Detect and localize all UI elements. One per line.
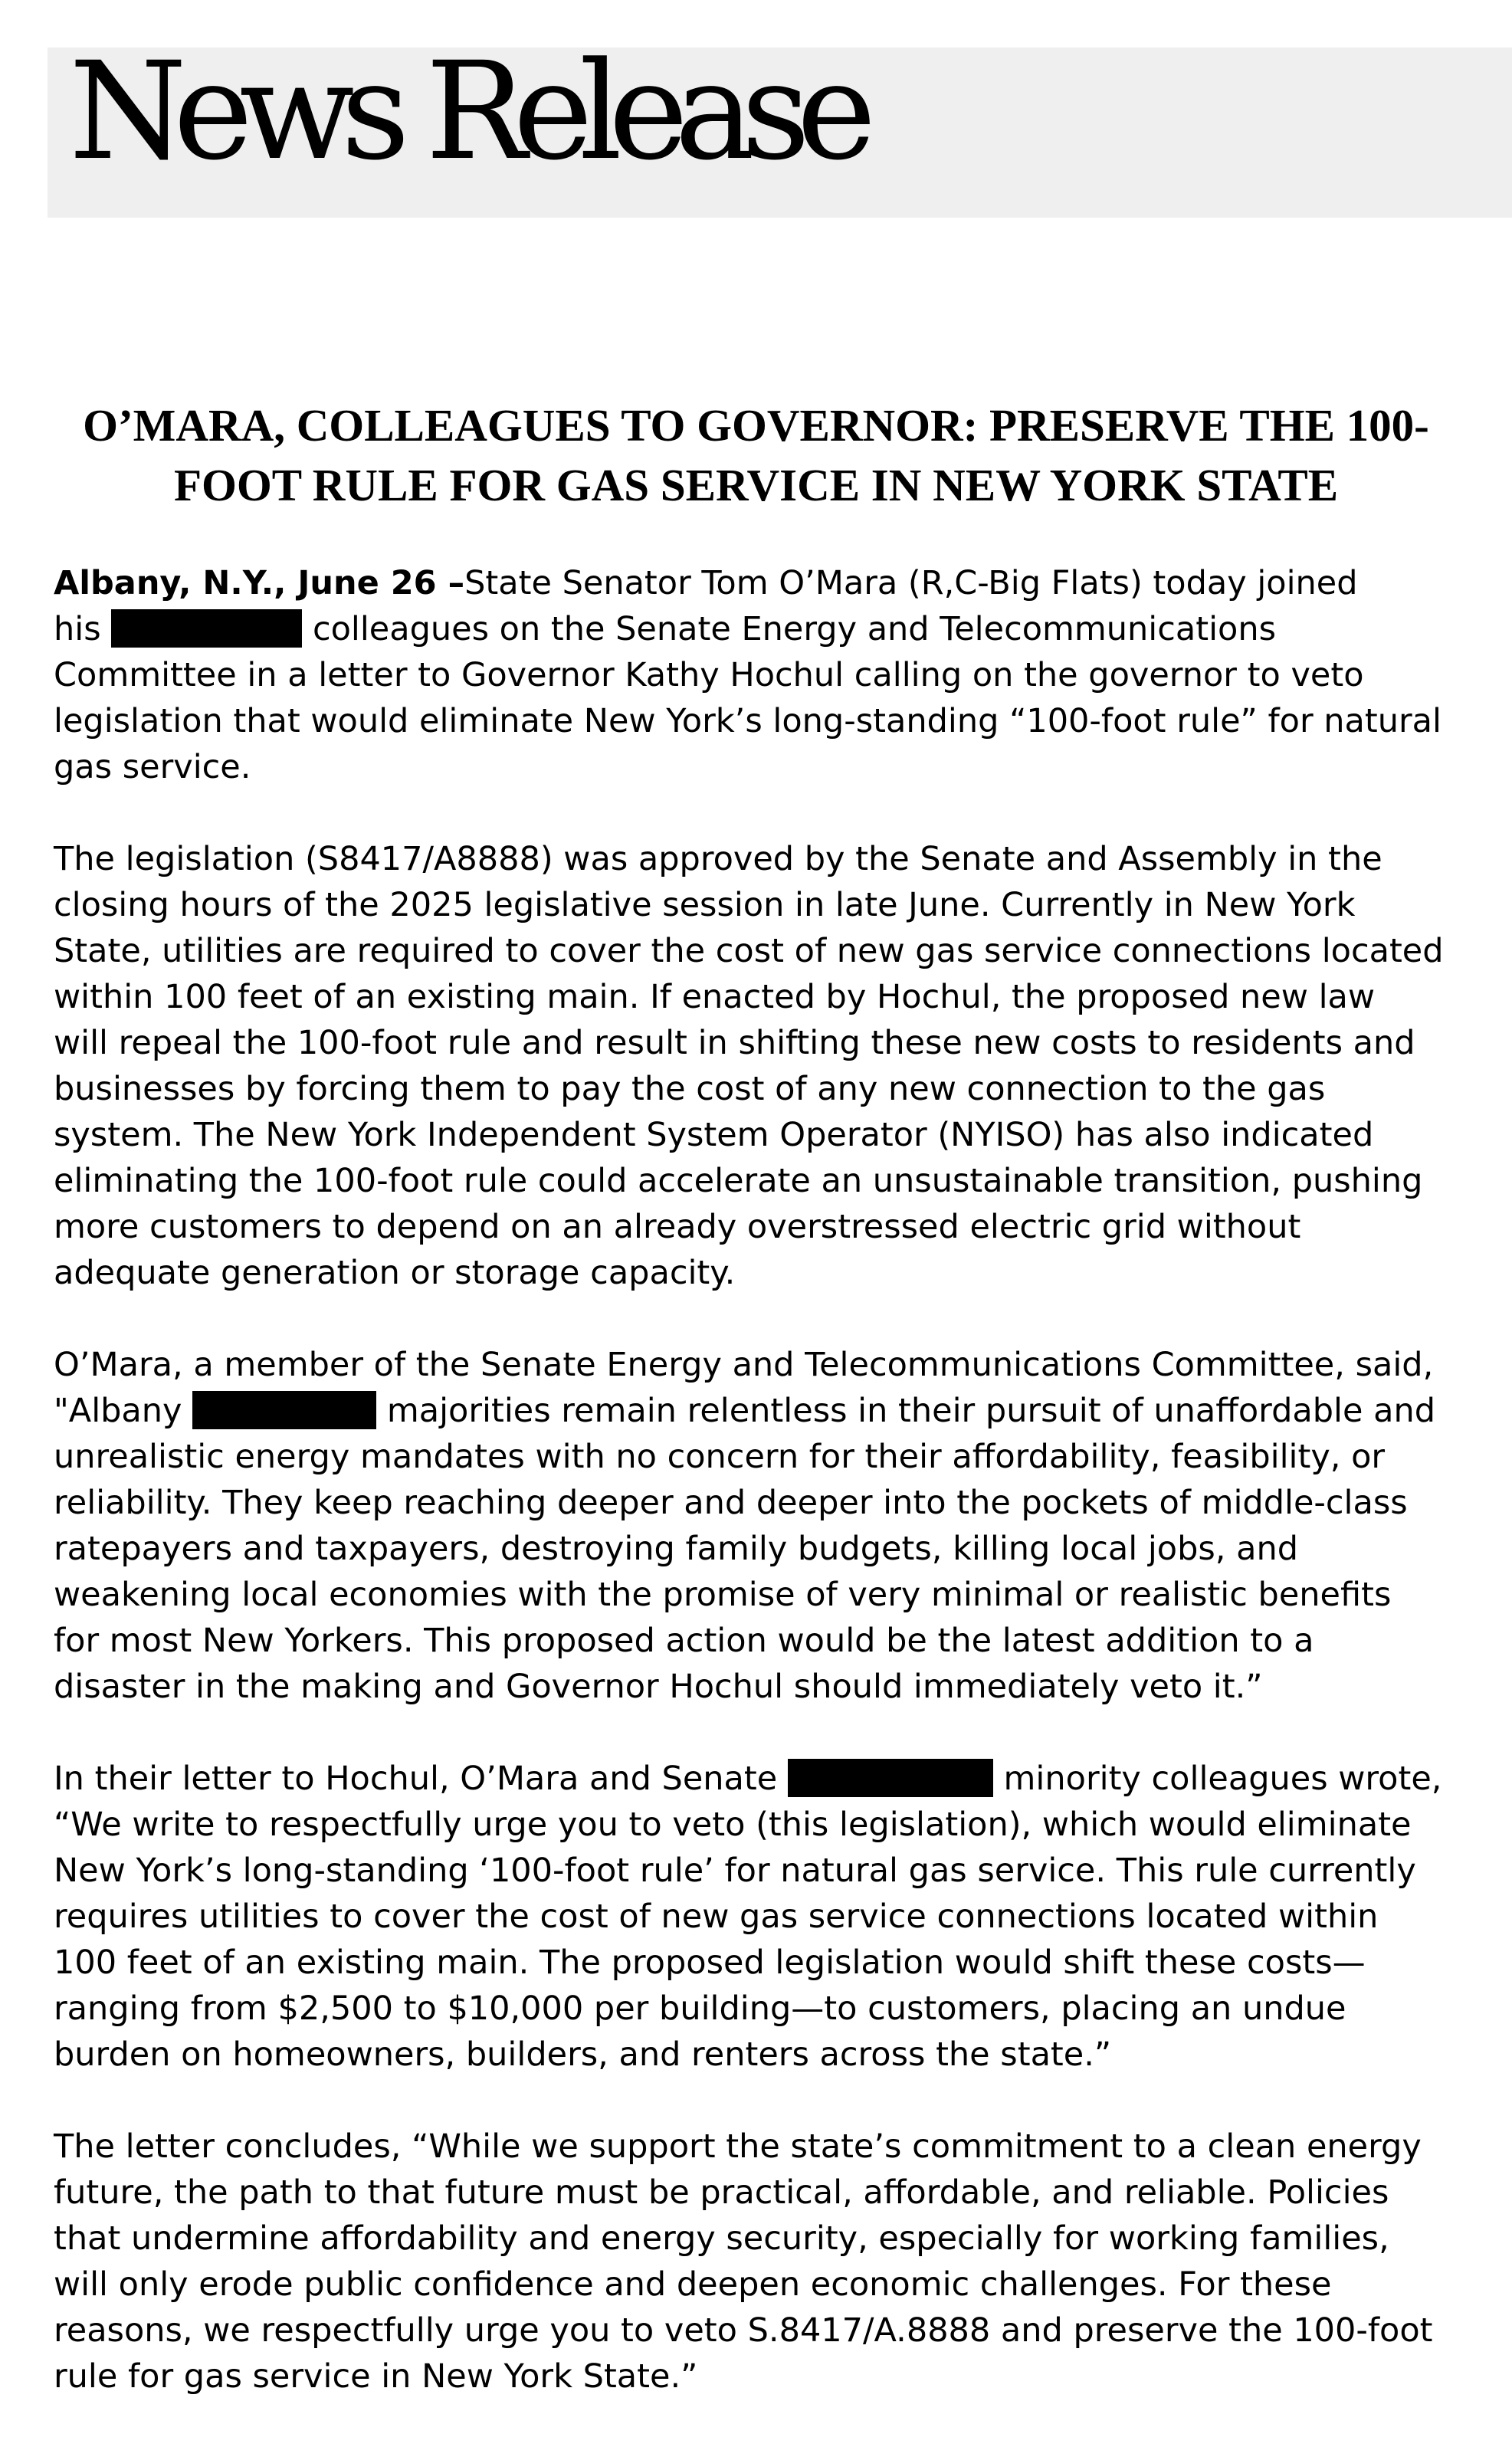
text-line: for most New Yorkers. This proposed action would be the latest addition to a: [54, 1622, 1314, 1660]
paragraph-quote: [54, 1342, 1494, 1710]
text-line: more customers to depend on an already overstressed electric grid without: [54, 1208, 1301, 1246]
text-line: will repeal the 100-foot rule and result in shifting these new costs to residents and: [54, 1024, 1415, 1062]
text-line: disaster in the making and Governor Hochul should immediately veto it.”: [54, 1668, 1263, 1706]
text-line: O’Mara, a member of the Senate Energy and Telecommunications Committee, said,: [54, 1346, 1434, 1384]
paragraph-legislation: [54, 836, 1494, 1296]
text-line: Albany, N.Y., June 26 –State Senator Tom O’Mara (R,C-Big Flats) today joined: [54, 564, 1358, 602]
text-line: ratepayers and taxpayers, destroying family budgets, killing local jobs, and: [54, 1530, 1299, 1568]
text-line: State, utilities are required to cover the cost of new gas service connections located: [54, 932, 1444, 970]
text-line: ranging from $2,500 to $10,000 per building—to customers, placing an undue: [54, 1989, 1346, 2028]
text-line: adequate generation or storage capacity.: [54, 1254, 736, 1292]
text-line: businesses by forcing them to pay the cost of any new connection to the gas: [54, 1070, 1326, 1108]
paragraph-intro: [54, 560, 1494, 790]
redaction-bar: [111, 609, 302, 648]
text-line: future, the path to that future must be practical, affordable, and reliable. Policies: [54, 2173, 1389, 2212]
text-line: The letter concludes, “While we support the state’s commitment to a clean energy: [54, 2127, 1422, 2166]
masthead-title: News Release: [69, 33, 863, 190]
article-body: [54, 560, 1494, 2445]
headline: [0, 395, 1512, 515]
headline-line: FOOT RULE FOR GAS SERVICE IN NEW YORK STATE: [173, 460, 1339, 510]
text-line: Committee in a letter to Governor Kathy Hochul calling on the governor to veto: [54, 656, 1364, 694]
text-line: reliability. They keep reaching deeper and deeper into the pockets of middle-class: [54, 1484, 1408, 1522]
paragraph-letter: [54, 1756, 1494, 2078]
text-line: reasons, we respectfully urge you to veto S.8417/A.8888 and preserve the 100-foot: [54, 2311, 1433, 2350]
text-line: burden on homeowners, builders, and renters across the state.”: [54, 2035, 1112, 2074]
headline-line: O’MARA, COLLEAGUES TO GOVERNOR: PRESERVE THE 100-: [83, 400, 1429, 451]
text-line: The legislation (S8417/A8888) was approved by the Senate and Assembly in the: [54, 840, 1382, 878]
redaction-bar: [192, 1391, 376, 1429]
text-line: weakening local economies with the promise of very minimal or realistic benefits: [54, 1576, 1392, 1614]
text-line: system. The New York Independent System Operator (NYISO) has also indicated: [54, 1116, 1374, 1154]
text-line: “We write to respectfully urge you to veto (this legislation), which would eliminate: [54, 1806, 1412, 1844]
text-line: legislation that would eliminate New York’s long-standing “100-foot rule” for natural: [54, 702, 1441, 740]
text-line: unrealistic energy mandates with no concern for their affordability, feasibility, or: [54, 1438, 1386, 1476]
redaction-bar: [788, 1759, 993, 1797]
text-line: requires utilities to cover the cost of new gas service connections located within: [54, 1898, 1379, 1936]
text-line: In their letter to Hochul, O’Mara and Senate minority colleagues wrote,: [54, 1760, 1442, 1798]
paragraph-conclusion: [54, 2124, 1494, 2399]
text-line: within 100 feet of an existing main. If enacted by Hochul, the proposed new law: [54, 978, 1376, 1016]
dateline: Albany, N.Y., June 26 –: [54, 564, 465, 602]
text-line: that undermine affordability and energy security, especially for working families,: [54, 2219, 1389, 2258]
text-line: New York’s long-standing ‘100-foot rule’ for natural gas service. This rule currently: [54, 1852, 1416, 1890]
text-line: his colleagues on the Senate Energy and Telecommunications: [54, 610, 1277, 648]
text-line: closing hours of the 2025 legislative session in late June. Currently in New York: [54, 886, 1356, 924]
text-line: 100 feet of an existing main. The proposed legislation would shift these costs—: [54, 1943, 1366, 1982]
text-line: will only erode public confidence and deepen economic challenges. For these: [54, 2265, 1332, 2304]
text-line: rule for gas service in New York State.”: [54, 2357, 698, 2396]
text-line: eliminating the 100-foot rule could accelerate an unsustainable transition, pushing: [54, 1162, 1423, 1200]
text-line: gas service.: [54, 748, 251, 786]
text-line: "Albany majorities remain relentless in their pursuit of unaffordable and: [54, 1392, 1435, 1430]
